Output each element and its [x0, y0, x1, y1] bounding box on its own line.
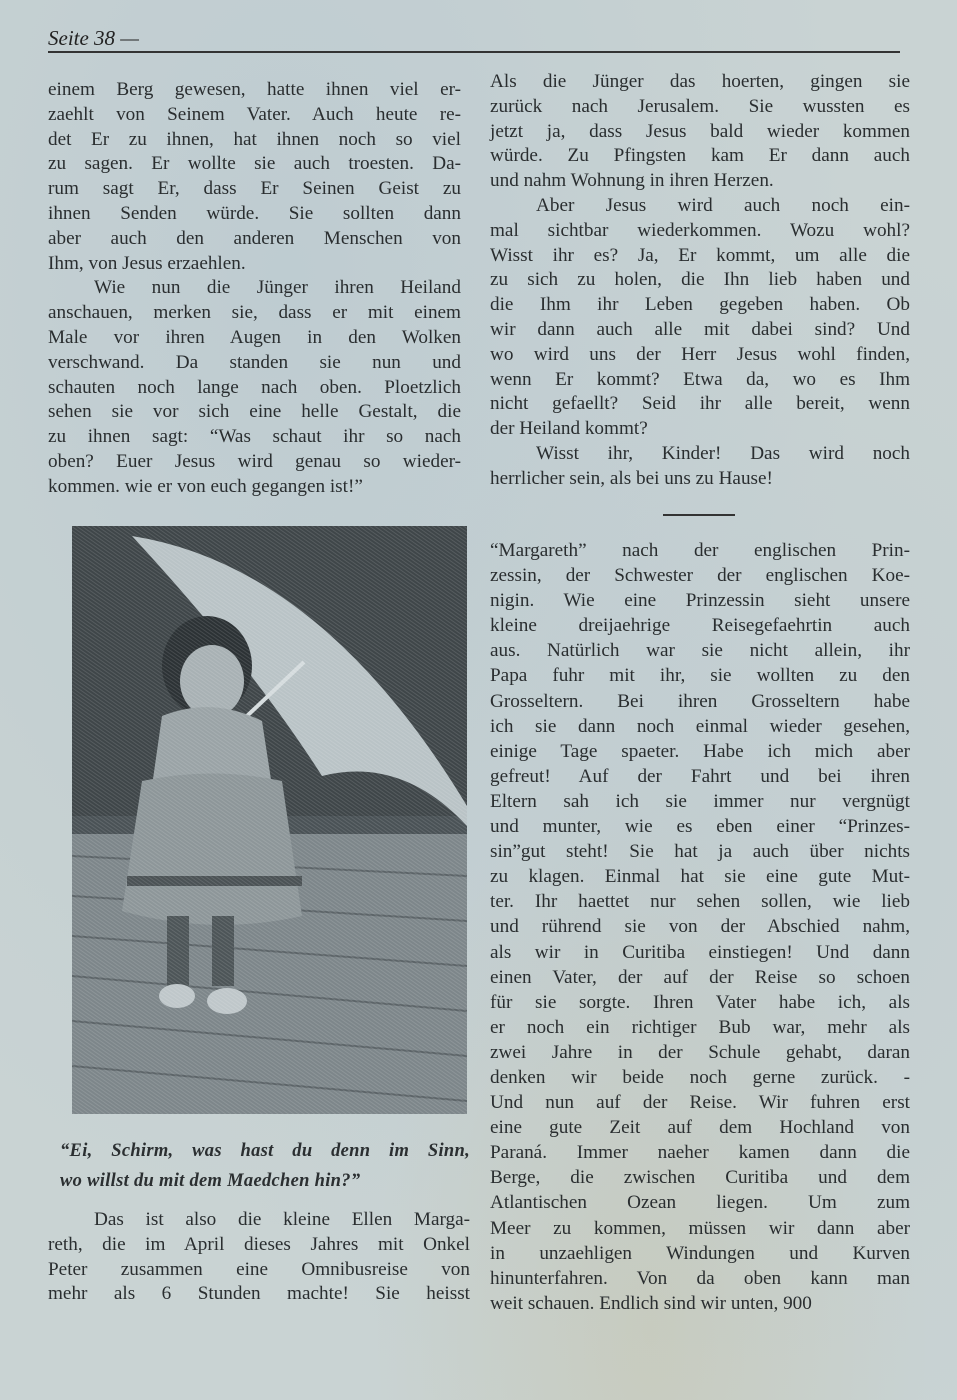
text-line: einem Berg gewesen, hatte ihnen viel er-	[48, 79, 461, 100]
column-left-bottom	[48, 1208, 470, 1307]
text-line: herrlicher sein, als bei uns zu Hause!	[490, 467, 773, 489]
text-line: sin”gut steht! Sie hat ja auch über nichts	[490, 841, 910, 863]
text-line: und munter, wie es eben einer “Prinzes-	[490, 816, 910, 838]
photo-girl-with-umbrella	[72, 526, 467, 1114]
text-line: ich sie dann noch einmal wieder gesehen,	[490, 715, 910, 737]
text-line: würde. Zu Pfingsten kam Er dann auch	[490, 145, 910, 167]
text-line: Wisst ihr es? Ja, Er kommt, um alle die	[490, 244, 910, 266]
text-line: zaehlt von Seinem Vater. Auch heute re-	[48, 103, 461, 125]
text-line: zu ihnen sagt: “Was schaut ihr so nach	[48, 426, 461, 448]
text-line: Paraná. Immer naeher kamen dann die	[490, 1142, 910, 1164]
text-line: wo wird uns der Herr Jesus wohl finden,	[490, 343, 910, 365]
text-line: zu sagen. Er wollte sie auch troesten. Da-	[48, 153, 461, 175]
text-line: Atlantischen Ozean liegen. Um zum	[490, 1192, 910, 1214]
text-line: für sie sorgte. Ihren Vater habe ich, als	[490, 991, 910, 1013]
text-line: denken wir beide noch gerne zurück. -	[490, 1066, 910, 1088]
text-line: Meer zu kommen, müssen wir dann aber	[490, 1217, 910, 1239]
text-line: nigin. Wie eine Prinzessin sieht unsere	[490, 590, 910, 612]
photo-caption	[60, 1136, 470, 1196]
text-line: und rührend sie von der Abschied nahm,	[490, 916, 910, 938]
header-rule	[48, 51, 900, 53]
text-line: in unzaehligen Windungen und Kurven	[490, 1242, 910, 1264]
text-line: det Er zu ihnen, hat ihnen noch so viel	[48, 128, 461, 150]
text-line: jetzt ja, dass Jesus bald wieder kommen	[490, 120, 910, 142]
text-line: gefreut! Auf der Fahrt und bei ihren	[490, 765, 910, 787]
text-line: wir dann auch alle mit dabei sind? Und	[490, 318, 910, 340]
text-line: der Heiland kommt?	[490, 418, 648, 440]
text-line: anschauen, merken sie, dass er mit einem	[48, 302, 461, 324]
text-line: Peter zusammen eine Omnibusreise von	[48, 1258, 470, 1280]
text-line: Grosseltern. Bei ihren Grosseltern habe	[490, 690, 910, 712]
text-line: Wie nun die Jünger ihren Heiland	[94, 277, 461, 299]
text-line: ihnen Senden würde. Sie sollten dann	[48, 202, 461, 224]
column-right-top	[490, 70, 910, 492]
text-line: verschwand. Da standen sie nun und	[48, 351, 461, 373]
text-line: Und nun auf der Reise. Wir fuhren erst	[490, 1092, 910, 1114]
text-line: zurück nach Jerusalem. Sie wussten es	[490, 95, 910, 117]
text-line: Eltern sah ich sie immer nur vergnügt	[490, 790, 910, 812]
text-line: zessin, der Schwester der englischen Koe-	[490, 565, 910, 587]
text-line: nicht gefaellt? Seid ihr alle bereit, wenn	[490, 393, 910, 415]
caption-line: “Ei, Schirm, was hast du denn im Sinn,	[60, 1141, 470, 1161]
column-right-bottom	[490, 538, 910, 1316]
text-line: zu klagen. Einmal hat sie eine gute Mut-	[490, 866, 910, 888]
text-line: ter. Ihr haettet nur sehen sollen, wie lieb	[490, 891, 910, 913]
text-line: mehr als 6 Stunden machte! Sie heisst	[48, 1283, 470, 1305]
text-line: Wisst ihr, Kinder! Das wird noch	[536, 442, 910, 464]
section-divider	[663, 514, 735, 516]
text-line: eine gute Zeit auf dem Hochland von	[490, 1117, 910, 1139]
text-line: Papa fuhr mit ihr, sie wollten zu den	[490, 665, 910, 687]
text-line: Aber Jesus wird auch noch ein-	[536, 194, 910, 216]
text-line: weit schauen. Endlich sind wir unten, 900	[490, 1292, 812, 1314]
text-line: die Ihm ihr Leben gegeben haben. Ob	[490, 294, 910, 316]
text-line: hinunterfahren. Von da oben kann man	[490, 1267, 910, 1289]
text-line: “Margareth” nach der englischen Prin-	[490, 540, 910, 561]
text-line: Ihm, von Jesus erzaehlen.	[48, 252, 246, 274]
text-line: wenn Er kommt? Etwa da, wo es Ihm	[490, 368, 910, 390]
caption-line: wo willst du mit dem Maedchen hin?”	[60, 1171, 361, 1191]
photo-illustration	[72, 526, 467, 1114]
text-line: Male vor ihren Augen in den Wolken	[48, 326, 461, 348]
text-line: rum sagt Er, dass Er Seinen Geist zu	[48, 178, 461, 200]
text-line: Das ist also die kleine Ellen Marga-	[94, 1209, 470, 1230]
text-line: reth, die im April dieses Jahres mit Onkel	[48, 1233, 470, 1255]
text-line: aber auch den anderen Menschen von	[48, 227, 461, 249]
text-line: zu sich zu holen, die Ihn lieb haben und	[490, 269, 910, 291]
text-line: aus. Natürlich war sie nicht allein, ihr	[490, 640, 910, 662]
text-line: kleine dreijaehrige Reisegefaehrtin auch	[490, 615, 910, 637]
text-line: er noch ein richtiger Bub war, mehr als	[490, 1016, 910, 1038]
page-number: Seite 38 —	[48, 26, 139, 50]
text-line: einige Tage spaeter. Habe ich mich aber	[490, 740, 910, 762]
text-line: oben? Euer Jesus wird genau so wieder-	[48, 450, 461, 472]
text-line: Berge, die zwischen Curitiba und dem	[490, 1167, 910, 1189]
text-line: kommen. wie er von euch gegangen ist!”	[48, 475, 363, 497]
text-line: einen Vater, der auf der Reise so schoen	[490, 966, 910, 988]
text-line: sehen sie vor sich eine helle Gestalt, die	[48, 401, 461, 423]
text-line: mal sichtbar wiederkommen. Wozu wohl?	[490, 219, 910, 241]
text-line: als wir in Curitiba einstiegen! Und dann	[490, 941, 910, 963]
text-line: Als die Jünger das hoerten, gingen sie	[490, 71, 910, 92]
page-header	[48, 24, 900, 52]
text-line: zwei Jahre in der Schule gehabt, daran	[490, 1041, 910, 1063]
column-left-top	[48, 78, 461, 500]
text-line: und nahm Wohnung in ihren Herzen.	[490, 170, 774, 192]
text-line: schauten noch lange nach oben. Ploetzlich	[48, 376, 461, 398]
